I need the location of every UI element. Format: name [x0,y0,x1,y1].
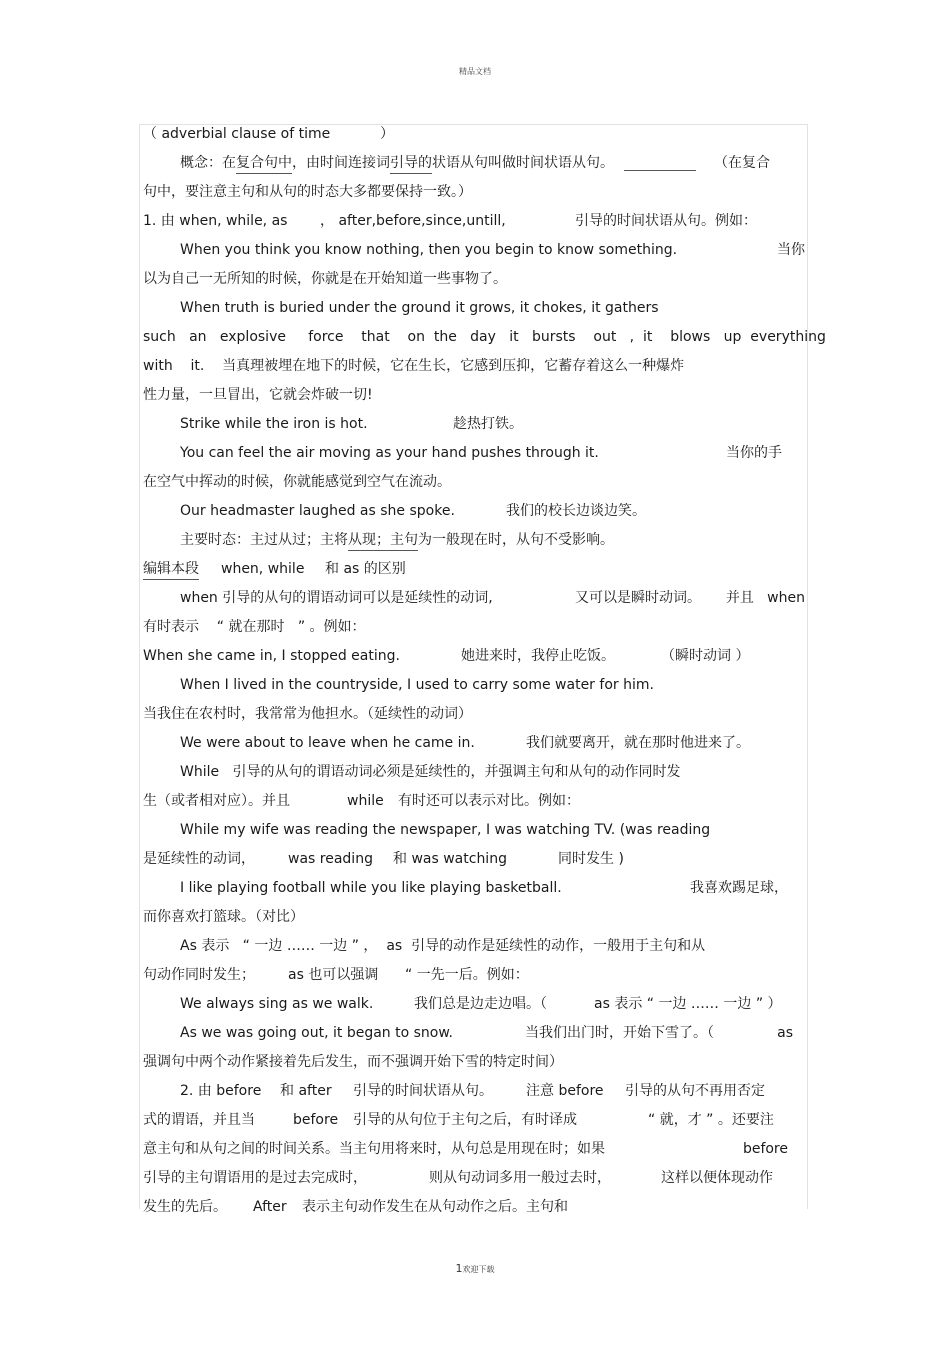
document-body [143,124,826,1226]
line-15 [143,530,805,559]
text: Our headmaster laughed as she spoke. [180,503,455,519]
text: when 引导的从句的谓语动词可以是延续性的动词, [180,590,493,606]
text: 当我住在农村时，我常常为他担水。（延续性的动词） [143,706,472,722]
line-1 [143,124,805,153]
text: 又可以是瞬时动词。 [575,590,701,606]
text: （在复合 [714,155,770,171]
line-23 [143,762,805,791]
line-11 [143,414,805,443]
line-35 [143,1110,805,1139]
edit-section-link[interactable]: 编辑本段 [143,561,199,580]
text: 我们的校长边谈边笑。 [506,503,646,519]
text: I like playing football while you like playing basketball. [180,880,562,896]
blank-line [624,156,696,171]
text: with it. 当真理被埋在地下的时候，它在生长，它感到压抑，它蓄存着这么一种爆炸 [143,358,685,374]
text: “ 一先一后。例如： [405,967,529,983]
line-34 [143,1081,805,1110]
text: as [777,1025,793,1041]
line-33 [143,1052,805,1081]
text: 为一般现在时，从句不受影响。 [418,532,614,548]
line-18 [143,617,805,646]
text: 当你的手 [726,445,782,461]
text: We were about to leave when he came in. [180,735,475,751]
line-6 [143,269,805,298]
text: 和 after [280,1083,332,1099]
text: 在空气中挥动的时候，你就能感觉到空气在流动。 [143,474,451,490]
line-13 [143,472,805,501]
text: 强调句中两个动作紧接着先后发生，而不强调开始下雪的特定时间） [143,1054,563,1070]
line-21 [143,704,805,733]
text: As 表示 “ 一边 …… 一边 ” ， as 引导的动作是延续性的动作，一般用于主句和从 [180,938,706,954]
text: 意主句和从句之间的时间关系。当主句用将来时，从句总是用现在时；如果 [143,1141,605,1157]
text: 是延续性的动词， [143,851,255,867]
text: After [253,1199,287,1215]
text: 1. 由 when, while, as [143,213,288,229]
text: 表示主句动作发生在从句动作之后。主句和 [302,1199,568,1215]
line-12 [143,443,805,472]
line-4 [143,211,805,240]
text: ） [380,126,394,142]
text: such an explosive force that on the day it bursts out , it blows up everything [143,329,826,345]
text: when, while [221,561,305,577]
line-38 [143,1197,805,1226]
text: was reading [288,851,373,867]
text: As we was going out, it began to snow. [180,1025,453,1041]
page-number: 1 [455,1262,463,1275]
underlined-text: 复合句中 [236,155,292,174]
text: ， after,before,since,untill, [320,213,506,229]
text: 则从句动词多用一般过去时， [429,1170,611,1186]
line-5 [143,240,805,269]
text: 而你喜欢打篮球。（对比） [143,909,304,925]
text: 注意 before [526,1083,604,1099]
underlined-text: 主句 [390,532,418,551]
text: 和 was watching [393,851,507,867]
text: 当我们出门时，开始下雪了。（ [525,1025,714,1041]
text: 2. 由 before [180,1083,262,1099]
line-37 [143,1168,805,1197]
underlined-text: 从现； [348,532,390,551]
text: When she came in, I stopped eating. [143,648,400,664]
text: 引导的从句位于主句之后，有时译成 [353,1112,577,1128]
text: 以为自己一无所知的时候，你就是在开始知道一些事物了。 [143,271,507,287]
line-8 [143,327,826,356]
text: （瞬时动词 ） [661,648,750,664]
text: 同时发生 ) [558,851,624,867]
text: 我喜欢踢足球， [690,880,788,896]
line-9 [143,356,805,385]
text: When I lived in the countryside, I used to carry some water for him. [180,677,654,693]
line-30 [143,965,805,994]
line-27 [143,878,805,907]
text: （ adverbial clause of time [143,126,331,142]
text: 引导的时间状语从句。 [353,1083,493,1099]
page-footer [0,1262,950,1275]
line-24 [143,791,805,820]
text: While my wife was reading the newspaper, I was watching TV. (was reading [180,822,711,838]
text: 引导的时间状语从句。例如： [575,213,757,229]
text: before [742,1141,788,1157]
text: 性力量，一旦冒出，它就会炸破一切! [143,387,373,403]
line-17 [143,588,805,617]
line-22 [143,733,805,762]
text: “ 就，才 ” 。还要注 [648,1112,774,1128]
line-26 [143,849,805,878]
line-20 [143,675,805,704]
text: 式的谓语，并且当 [143,1112,255,1128]
text: You can feel the air moving as your hand pushes through it. [180,445,599,461]
text: 概念：在 [180,155,236,171]
line-28 [143,907,805,936]
text: 状语从句叫做时间状语从句。 [432,155,614,171]
line-31 [143,994,805,1023]
line-25 [143,820,805,849]
text: 有时表示 “ 就在那时 ” 。例如： [143,619,366,635]
line-16 [143,559,805,588]
text: ，由时间连接词 [292,155,390,171]
text: We always sing as we walk. [180,996,374,1012]
line-19 [143,646,805,675]
text: 生（或者相对应）。并且 [143,793,290,809]
line-29 [143,936,805,965]
text: as 也可以强调 [288,967,379,983]
text: 她进来时，我停止吃饭。 [461,648,615,664]
line-3 [143,182,805,211]
text: 主要时态：主过从过；主将 [180,532,348,548]
text: Strike while the iron is hot. [180,416,368,432]
text: When truth is buried under the ground it grows, it chokes, it gathers [180,300,659,316]
line-14 [143,501,805,530]
text: 和 as 的区别 [325,561,406,577]
text: 句动作同时发生； [143,967,255,983]
text: 我们就要离开，就在那时他进来了。 [526,735,750,751]
page-header: 精品文档 [459,67,491,76]
text: as 表示 “ 一边 …… 一边 ” ） [594,996,782,1012]
text: while [347,793,384,809]
text: before [293,1112,339,1128]
text: 我们总是边走边唱。（ [414,996,547,1012]
line-7 [143,298,805,327]
text: 发生的先后。 [143,1199,227,1215]
line-2 [143,153,805,182]
text: While 引导的从句的谓语动词必须是延续性的，并强调主句和从句的动作同时发 [180,764,681,780]
footer-text: 欢迎下载 [462,1265,495,1274]
text: 并且 when [725,590,805,606]
text: 引导的主句谓语用的是过去完成时， [143,1170,367,1186]
text: When you think you know nothing, then you begin to know something. [180,242,678,258]
text: 这样以便体现动作 [661,1170,773,1186]
line-10 [143,385,805,414]
underlined-text: 引导的 [390,155,432,174]
text: 当你 [777,242,805,258]
text: 引导的从句不再用否定 [625,1083,765,1099]
text: 趁热打铁。 [453,416,523,432]
line-32 [143,1023,805,1052]
line-36 [143,1139,805,1168]
text: 有时还可以表示对比。例如： [398,793,580,809]
text: 句中，要注意主句和从句的时态大多都要保持一致。） [143,184,472,200]
